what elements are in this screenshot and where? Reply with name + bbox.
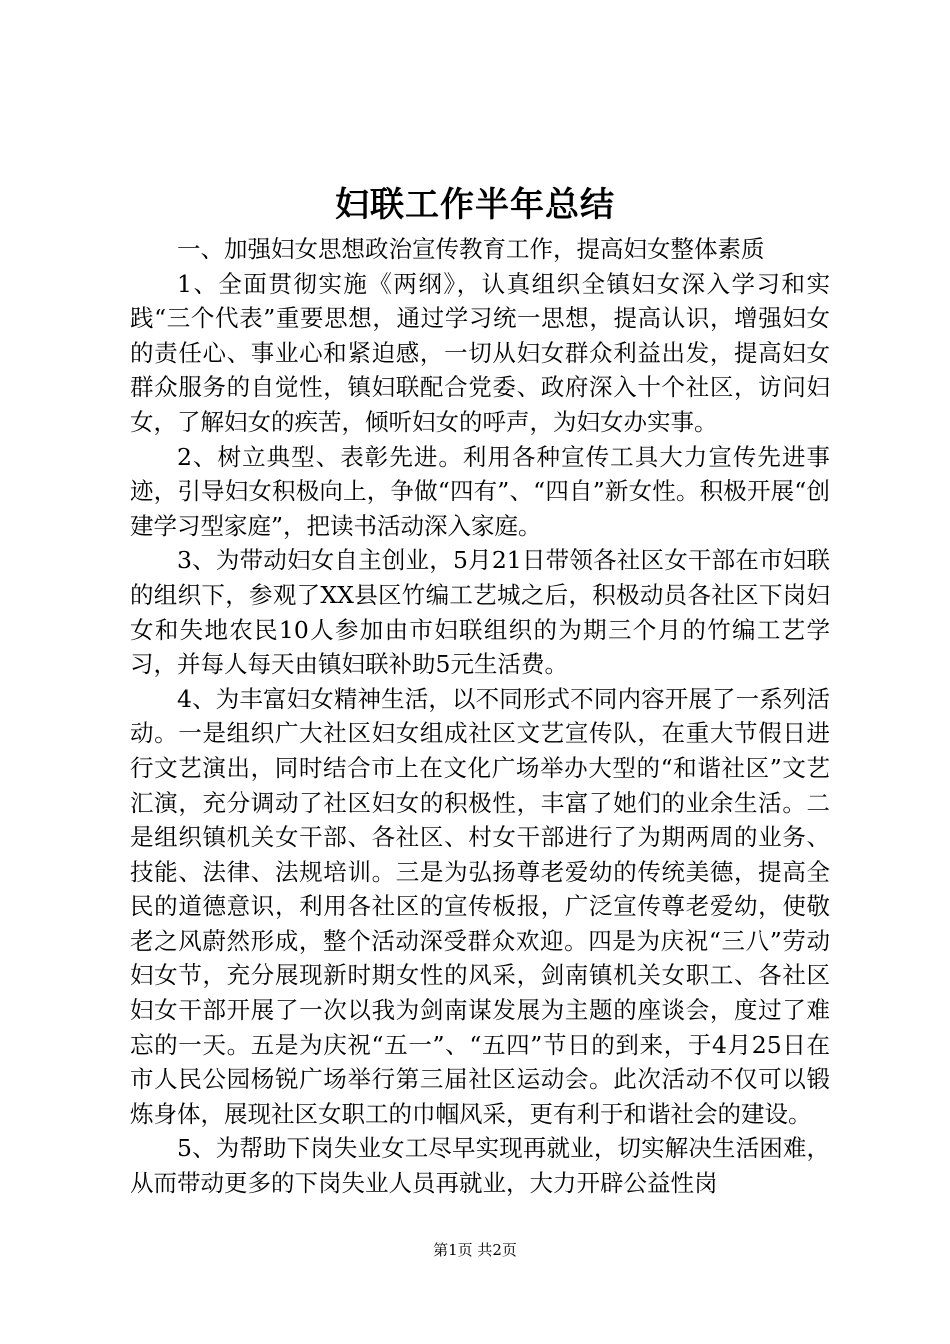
paragraph-1: 1、全面贯彻实施《两纲》，认真组织全镇妇女深入学习和实践“三个代表”重要思想，通过学习统一思想，提高认识，增强妇女的责任心、事业心和紧迫感，一切从妇女群众利益出发，提高妇女群众服务的自觉性，镇妇联配合党委、政府深入十个社区，访问妇女，了解妇女的疾苦，倾听妇女的呼声，为妇女办实事。: [130, 269, 830, 436]
document-title: 妇联工作半年总结: [335, 185, 615, 225]
page-footer: 第1页 共2页: [433, 1241, 517, 1259]
section-heading: 一、加强妇女思想政治宣传教育工作，提高妇女整体素质: [177, 235, 765, 263]
paragraph-5: 5、为帮助下岗失业女工尽早实现再就业，切实解决生活困难，从而带动更多的下岗失业人员再就业，大力开辟公益性岗: [130, 1134, 830, 1198]
paragraph-2: 2、树立典型、表彰先进。利用各种宣传工具大力宣传先进事迹，引导妇女积极向上，争做“四有”、“四自”新女性。积极开展“创建学习型家庭”，把读书活动深入家庭。: [130, 442, 830, 540]
paragraph-4: 4、为丰富妇女精神生活，以不同形式不同内容开展了一系列活动。一是组织广大社区妇女组成社区文艺宣传队，在重大节假日进行文艺演出，同时结合市上在文化广场举办大型的“和谐社区”文艺汇演，充分调动了社区妇女的积极性，丰富了她们的业余生活。二是组织镇机关女干部、各社区、村女干部进行了为期两周的业务、技能、法律、法规培训。三是为弘扬尊老爱幼的传统美德，提高全民的道德意识，利用各社区的宣传板报，广泛宣传尊老爱幼，使敬老之风蔚然形成，整个活动深受群众欢迎。四是为庆祝“三八”劳动妇女节，充分展现新时期女性的风采，剑南镇机关女职工、各社区妇女干部开展了一次以我为剑南谋发展为主题的座谈会，度过了难忘的一天。五是为庆祝“五一”、“五四”节日的到来，于4月25日在市人民公园杨锐广场举行第三届社区运动会。此次活动不仅可以锻炼身体，展现社区女职工的巾帼风采，更有利于和谐社会的建设。: [130, 684, 830, 1128]
document-body: [130, 232, 830, 1201]
paragraph-3: 3、为带动妇女自主创业，5月21日带领各社区女干部在市妇联的组织下，参观了XX县区竹编工艺城之后，积极动员各社区下岗妇女和失地农民10人参加由市妇联组织的为期三个月的竹编工艺学习，并每人每天由镇妇联补助5元生活费。: [130, 546, 830, 679]
